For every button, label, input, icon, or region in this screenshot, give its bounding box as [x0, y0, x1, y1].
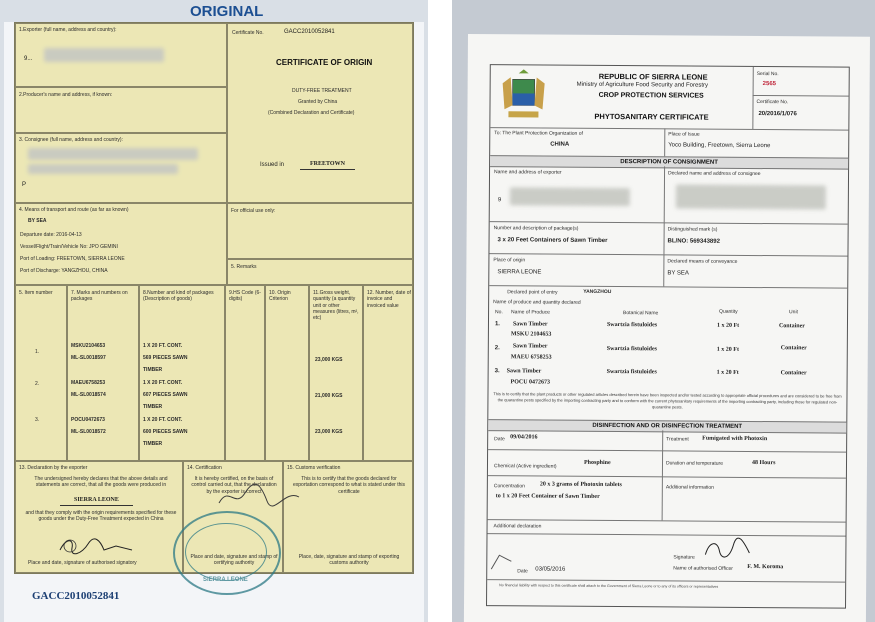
official-use-box: [227, 203, 413, 259]
seal-mark: ML-SL0018597: [71, 355, 106, 361]
marks-label: Distinguished mark (s): [667, 226, 718, 233]
footer-certificate-number: GACC2010052841: [32, 590, 120, 602]
producer-box: [15, 87, 227, 133]
duration-label: Duration and temperature: [665, 460, 724, 467]
exporter-signature-icon: [56, 534, 146, 558]
treatment-value: Fumigated with Photoxin: [702, 435, 768, 443]
row-qty: 1 x 20 Ft: [716, 322, 740, 329]
exporter-value: 9...: [24, 56, 33, 62]
phytosanitary-title: PHYTOSANITARY CERTIFICATE: [594, 111, 709, 122]
ministry-line: Ministry of Agriculture Food Security and Forestry: [576, 81, 709, 89]
container-mark: MAEU6758253: [71, 380, 106, 386]
entry-label: Declared point of entry: [507, 289, 558, 296]
gross-weight: 23,000 KGS: [315, 357, 343, 363]
container-mark: POCU0472673: [71, 417, 105, 423]
gross-weight: 21,000 KGS: [315, 393, 343, 399]
officer-value: F. M. Koroma: [747, 563, 784, 571]
marks-value: BL/NO: 569343892: [667, 238, 720, 245]
row-unit: Container: [780, 345, 807, 352]
combined-declaration-line: (Combined Declaration and Certificate): [268, 110, 355, 116]
col-header-item: 5. Item number: [19, 290, 53, 296]
certificate-title: CERTIFICATE OF ORIGIN: [276, 58, 373, 67]
serial-value: 2565: [762, 81, 777, 88]
col-quantity: Quantity: [719, 308, 738, 315]
customs-text: This is to certify that the goods declared for exportation correspond to what is stated under this certificate: [292, 476, 405, 495]
row-code: POCU 0472673: [510, 379, 551, 386]
entry-value: YANGZHOU: [583, 288, 612, 296]
produce-label: Name of produce and quantity declared: [493, 299, 581, 306]
consignee-box: [15, 133, 227, 203]
col-name: Name of Produce: [511, 309, 550, 316]
coat-of-arms-icon: [496, 69, 550, 125]
issued-in-value: FREETOWN: [300, 161, 355, 170]
remarks-box: [227, 259, 413, 285]
row-name: Sawn Timber: [512, 343, 548, 350]
certification-label: 14. Certification: [187, 465, 222, 471]
certificate-number-label: Certificate No.: [756, 99, 789, 106]
chemical-label: Chemical (Active ingredient): [493, 463, 557, 470]
certifier-signature-icon: [215, 479, 305, 513]
concentration-label: Concentration: [493, 483, 526, 490]
original-heading: ORIGINAL: [190, 3, 264, 20]
row-botanical: Swartzia fistuloides: [606, 345, 657, 353]
certificate-no-value: GACC2010052841: [284, 29, 335, 35]
col-no: No.: [495, 309, 503, 316]
certification-signature-caption: Place and date, signature and stamp of certifying authority: [190, 554, 278, 567]
treatment-bar: DISINFECTION AND OR DISINFECTION TREATMENT: [488, 419, 846, 433]
description-bar: DESCRIPTION OF CONSIGNMENT: [490, 155, 848, 169]
container-mark: MSKU2104653: [71, 343, 106, 349]
package-desc: 607 PIECES SAWN: [143, 392, 188, 398]
signature-label: Signature: [673, 554, 695, 561]
remarks-label: 5. Remarks: [231, 264, 257, 270]
package-desc: 1 X 20 FT. CONT.: [143, 417, 183, 423]
certificate-header-box: [227, 23, 413, 203]
consignee-label: Declared name and address of consignee: [668, 170, 761, 178]
package-desc: 569 PIECES SAWN: [143, 355, 188, 361]
customs-verification-box: [283, 461, 413, 573]
row-name: Sawn Timber: [512, 321, 548, 328]
package-desc: 1 X 20 FT. CONT.: [143, 380, 183, 386]
producer-label: 2.Producer's name and address, if known:: [19, 92, 113, 98]
customs-label: 15. Customs verification: [287, 465, 341, 471]
consignee-label: 3. Consignee (full name, address and country):: [19, 137, 123, 143]
liability-footer: No financial liability with respect to this certificate shall attach to the Government of Sierra Leone or to any of its officers or representatives: [499, 583, 719, 589]
package-desc: TIMBER: [143, 441, 163, 447]
port-of-loading: Port of Loading: FREETOWN, SIERRA LEONE: [20, 256, 125, 262]
origin-label: Place of origin: [493, 257, 526, 264]
item-number: 3.: [35, 417, 40, 423]
col-unit: Unit: [789, 309, 798, 316]
issue-date-label: Date: [517, 568, 528, 575]
phytosanitary-paper: [464, 34, 870, 622]
panel-divider: [428, 0, 452, 622]
col-header-packages: 8.Number and kind of packages (Description of goods): [143, 290, 214, 303]
phytosanitary-form: [486, 64, 850, 609]
seal-mark: ML-SL0018574: [71, 392, 106, 398]
chemical-value: Phosphine: [583, 459, 611, 467]
service-line: CROP PROTECTION SERVICES: [598, 91, 704, 100]
col-header-hs: 9.HS Code (6-digits): [229, 290, 261, 303]
exporter-declaration-box: [15, 461, 183, 573]
package-desc: TIMBER: [143, 367, 163, 373]
exporter-value: 9: [497, 197, 502, 204]
declaration-country: SIERRA LEONE: [60, 497, 133, 506]
package-desc: 1 X 20 FT. CONT.: [143, 343, 183, 349]
certificate-of-origin-form: [14, 22, 414, 583]
transport-label: 4. Means of transport and route (as far as known): [19, 207, 129, 213]
exporter-label: Name and address of exporter: [494, 169, 562, 176]
row-no: 1.: [494, 321, 501, 328]
officer-signature-icon: [699, 537, 759, 561]
place-of-issue-label: Place of Issue: [668, 131, 700, 138]
treatment-date-value: 09/04/2016: [510, 434, 538, 441]
origin-value: SIERRA LEONE: [497, 269, 542, 276]
port-of-discharge: Port of Discharge: YANGZHOU, CHINA: [20, 268, 108, 274]
declaration-signature-caption: Place and date, signature of authorised signatory: [28, 560, 137, 566]
gross-weight: 23,000 KGS: [315, 429, 343, 435]
col-header-weight: 11.Gross weight, quantity (a quantity unit or other measures (litres, m², etc): [313, 290, 359, 321]
col-invoice: [363, 285, 413, 461]
col-item: [15, 285, 67, 461]
declaration-text: and that they comply with the origin requirements specified for these goods under the Duty-Free Treatment expected in China: [25, 510, 177, 523]
redaction: [28, 164, 178, 174]
row-unit: Container: [780, 370, 807, 377]
col-origin: [265, 285, 309, 461]
transport-box: [15, 203, 227, 285]
package-desc: TIMBER: [143, 404, 163, 410]
duty-free-line: DUTY-FREE TREATMENT: [292, 88, 352, 94]
packages-label: Number and description of package(s): [493, 225, 579, 232]
to-value: CHINA: [550, 141, 570, 148]
packages-value: 3 x 20 Feet Containers of Sawn Timber: [497, 237, 608, 244]
serial-label: Serial No.: [756, 71, 779, 78]
granted-by-line: Granted by China: [298, 99, 338, 105]
col-header-invoice: 12. Number, date of invoice and invoiced value: [367, 290, 411, 309]
row-code: MSKU 2104653: [510, 331, 552, 338]
row-qty: 1 x 20 Ft: [716, 346, 739, 353]
transport-mode: BY SEA: [28, 218, 47, 224]
exporter-label: 1.Exporter (full name, address and country):: [19, 27, 117, 33]
row-unit: Container: [778, 323, 805, 330]
customs-signature-caption: Place, date, signature and stamp of exporting customs authority: [298, 554, 400, 567]
treatment-label: Treatment: [666, 436, 689, 443]
redaction: [510, 187, 630, 206]
official-use-label: For official use only:: [231, 208, 276, 214]
row-botanical: Swartzia fistuloides: [606, 368, 657, 376]
additional-info-label: Additional information: [665, 484, 714, 491]
row-qty: 1 x 20 Ft: [716, 369, 739, 376]
concentration-value: to 1 x 20 Feet Container of Sawn Timber: [495, 493, 600, 500]
issue-date-value: 03/05/2016: [535, 566, 566, 573]
package-desc: 600 PIECES SAWN: [143, 429, 188, 435]
certificate-number-value: 20/2016/1/076: [758, 111, 797, 118]
issued-in-label: Issued in: [260, 162, 285, 168]
col-botanical: Botanical Name: [623, 310, 659, 317]
conveyance-label: Declared means of conveyance: [667, 258, 738, 265]
additional-declaration-label: Additional declaration: [493, 523, 542, 530]
item-number: 2.: [35, 381, 40, 387]
departure-date: Departure date: 2016-04-13: [20, 232, 82, 238]
officer-label: Name of authorised Officer: [673, 565, 733, 572]
seal-mark: ML-SL0018572: [71, 429, 106, 435]
consignee-value: P: [22, 182, 27, 188]
stamp-label: SIERRA LEONE: [203, 577, 248, 583]
row-botanical: Swartzia fistuloides: [606, 321, 658, 329]
row-no: 3.: [494, 368, 500, 375]
conveyance-value: BY SEA: [667, 270, 689, 277]
concentration-value: 20 x 3 grams of Photoxin tablets: [539, 481, 622, 489]
treatment-date-label: Date: [494, 436, 505, 443]
to-label: To: The Plant Protection Organization of: [494, 130, 583, 137]
col-header-origin: 10. Origin Criterion: [269, 290, 291, 303]
redaction: [28, 148, 198, 160]
republic-heading: REPUBLIC OF SIERRA LEONE: [598, 71, 708, 82]
place-of-issue-value: Yoco Building, Freetown, Sierra Leone: [668, 142, 771, 150]
row-no: 2.: [494, 345, 500, 352]
item-number: 1.: [35, 349, 40, 355]
left-document-photo: [0, 0, 428, 622]
duration-value: 48 Hours: [751, 459, 776, 467]
declaration-label: 13. Declaration by the exporter: [19, 465, 88, 471]
certificate-no-label: Certificate No.: [232, 30, 264, 36]
declaration-text: The undersigned hereby declares that the above details and statements are correct, that all the goods were produced in: [34, 476, 168, 489]
col-header-marks: 7. Marks and numbers on packages: [71, 290, 128, 303]
certification-text: It is hereby certified, on the basis of control carried out, that the declaration by the exporter is correct: [191, 476, 277, 495]
certify-statement: This is to certify that the plant products or other regulated articles described herein have been inspected and/or tested according to appropriate official procedures and are considered to be free from the quarantine pests specified by the importing contracting party and to conform with the current phytosanitary requirements of the importing contracting party, including those for regulated non-quarantine pests.: [493, 391, 842, 410]
row-code: MAEU 6758253: [510, 354, 552, 361]
redaction: [676, 184, 826, 209]
stamp-fragment-icon: [489, 551, 515, 573]
redaction: [44, 48, 164, 62]
vessel-line: Vessel/Flight/Train/Vehicle No: JPO GEMINI: [20, 244, 118, 250]
exporter-box: [15, 23, 227, 87]
right-document-photo: [452, 0, 875, 622]
stamp-icon: [173, 511, 281, 595]
col-hs: [225, 285, 265, 461]
row-name: Sawn Timber: [506, 368, 542, 375]
